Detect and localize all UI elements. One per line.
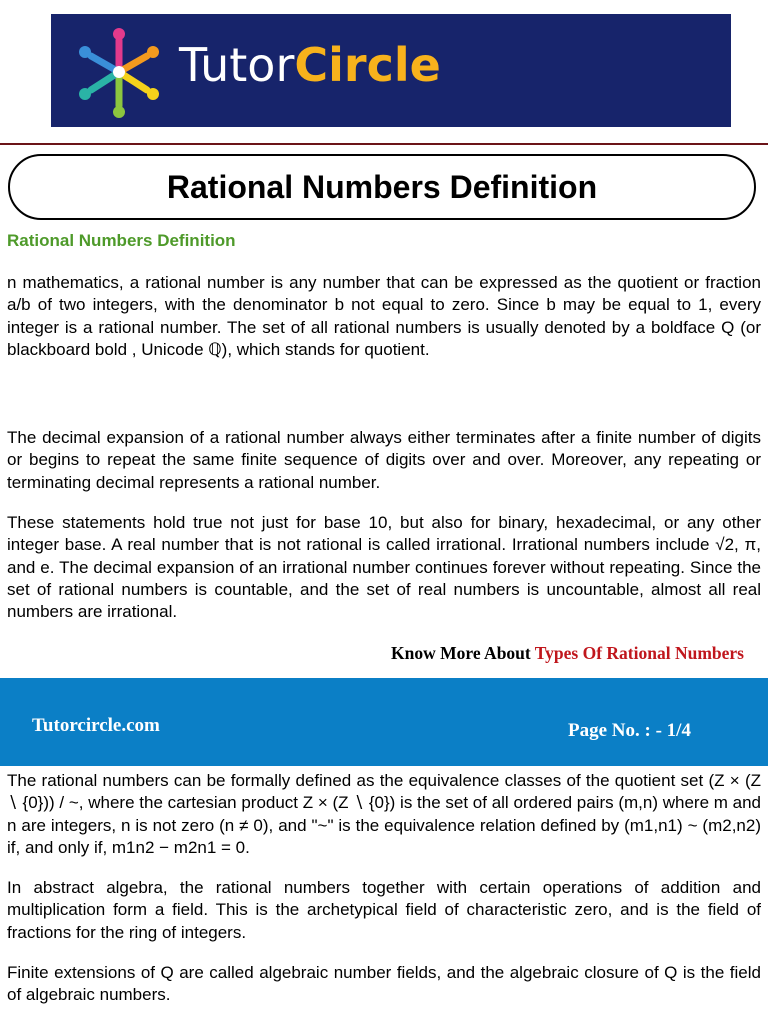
footer-site-name: Tutorcircle.com: [32, 715, 160, 736]
know-more-prefix: Know More About: [391, 643, 531, 663]
types-of-rational-numbers-link[interactable]: Types Of Rational Numbers: [534, 643, 744, 663]
paragraph-irrational: These statements hold true not just for base 10, but also for binary, hexadecimal, or any other integer base. A real number that is not rational is called irrational. Irrational numbers include √2, π, and e. The decimal expansion of an irrational number continues forever without repeating. Since the set of rational numbers is countable, and the set of real numbers is uncountable, almost all real numbers are irrational.: [7, 513, 761, 622]
paragraph-finite-extensions: Finite extensions of Q are called algebraic number fields, and the algebraic closure of Q is the field of algebraic numbers.: [7, 963, 761, 1005]
paragraph-intro: n mathematics, a rational number is any number that can be expressed as the quotient or fraction a/b of two integers, with the denominator b not equal to zero. Since b may be equal to 1, every integer is a rational number. The set of all rational numbers is usually denoted by a boldface Q (or blackboard bold , Unicode ℚ), which stands for quotient.: [7, 273, 761, 359]
logo-wordmark: [179, 38, 441, 92]
page-number: Page No. : - 1/4: [568, 720, 691, 741]
page-footer-band: [0, 678, 768, 766]
paragraph-abstract-algebra: In abstract algebra, the rational numbers together with certain operations of addition and multiplication form a field. This is the archetypical field of characteristic zero, and is the field of fractions for the ring of integers.: [7, 878, 761, 942]
header-divider: [0, 143, 768, 145]
section-subheading: Rational Numbers Definition: [7, 231, 236, 250]
logo-text-tutor: Tutor: [179, 38, 295, 92]
header-logo-banner: [51, 14, 731, 127]
paragraph-decimal-expansion: The decimal expansion of a rational number always either terminates after a finite number of digits or begins to repeat the same finite sequence of digits over and over. Moreover, any repeating or terminating decimal represents a rational number.: [7, 428, 761, 492]
logo-text-circle: Circle: [294, 38, 441, 92]
paragraph-formal-definition: The rational numbers can be formally defined as the equivalence classes of the quotient set (Z × (Z ∖ {0})) / ~, where the cartesian product Z × (Z ∖ {0}) is the set of all ordered pairs (m,n) where m and n are integers, n is not zero (n ≠ 0), and "~" is the equivalence relation defined by (m1,n1) ~ (m2,n2) if, and only if, m1n2 − m2n1 = 0.: [7, 771, 761, 857]
tutorcircle-logo-icon: [71, 26, 167, 118]
page-title: Rational Numbers Definition: [166, 168, 598, 205]
title-box: [8, 154, 756, 220]
know-more-line: [391, 643, 744, 664]
